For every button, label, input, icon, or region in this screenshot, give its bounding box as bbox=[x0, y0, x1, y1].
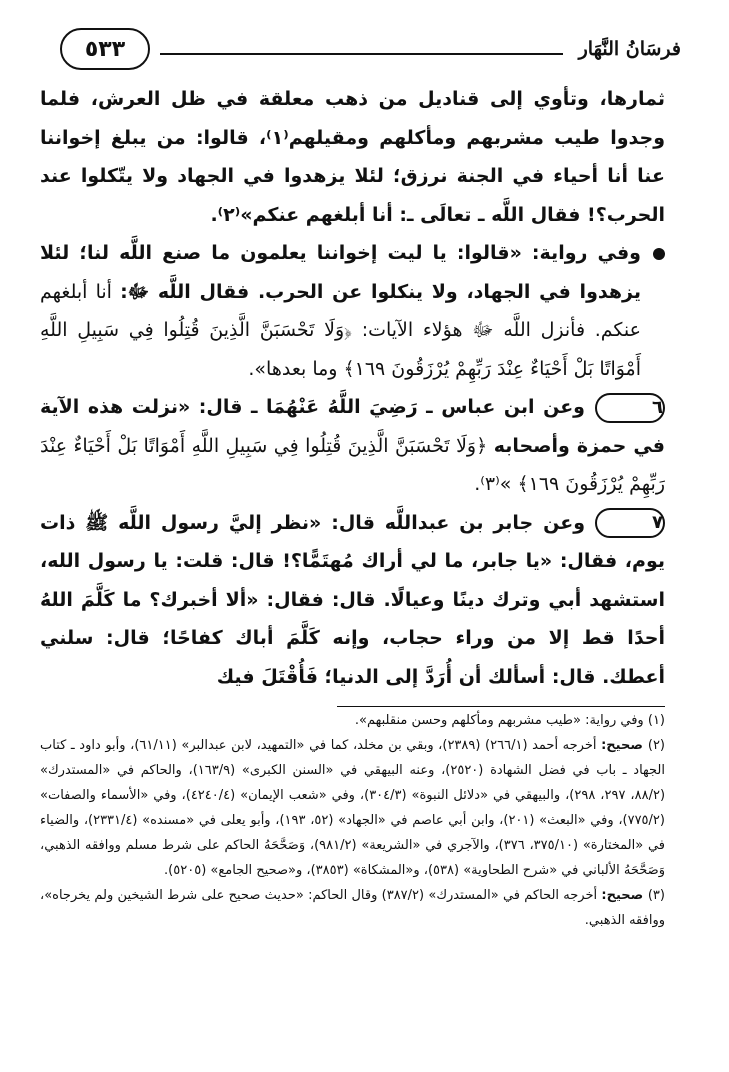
footnote-3-grade: صحيح: bbox=[601, 888, 648, 903]
hadith-6-text: وعن ابن عباس ـ رَضِيَ اللَّهُ عَنْهُمَا ـ قال: «نزلت هذه الآية في حمزة وأصحابه bbox=[40, 396, 666, 457]
footnote-3-text: أخرجه الحاكم في «المستدرك» (٣٨٧/٢) وقال الحاكم: «حديث صحيح على شرط الشيخين ولم يخرجاه»، ووافقه الذهبي. bbox=[40, 888, 665, 928]
page-number: ٥٣٣ bbox=[60, 28, 150, 70]
hadith-6-end: »⁽٣⁾. bbox=[474, 473, 518, 495]
footnote-2-grade: صحيح: bbox=[601, 738, 648, 753]
page-header bbox=[60, 28, 681, 72]
footnotes bbox=[40, 708, 665, 933]
riwaya-bold-text: وفي رواية: «قالوا: يا ليت إخواننا يعلمون ما صنع اللَّه لنا؛ لئلا يزهدوا في الجهاد، ولا ينكلوا عن الحرب. فقال اللَّه ﷻ: bbox=[40, 242, 641, 303]
hadith-number-7: ٧ bbox=[595, 508, 665, 538]
main-text bbox=[40, 80, 665, 696]
footnote-2-text: أخرجه أحمد (٢٦٦/١) (٢٣٨٩)، وبقي بن مخلد، كما في «التمهيد، لابن عبدالبر» (٦١/١١)، وأبو داود ـ كتاب الجهاد ـ باب في فضل الشهادة (٢٥٢٠)، وعنه البيهقي في «السنن الكبرى» (١٦٣/٩)، والحاكم في «المستدرك» (٨٨/٢، ٢٩٧، ٢٩٨)، والبيهقي في «دلائل النبوة» (٣٠٤/٣)، وفي «شعب الإيمان» (٤٢٤٠/٤)، وفي «الأسماء والصفات» (٧٧٥/٢)، وفي «البعث» (٢٠١)، وابن أبي عاصم في «الجهاد» (٥٢، ١٩٣)، وأبو يعلى في «مسنده» (٢٣٣١/٤)، والضياء في «المختارة» (٣٧٥/١٠، ٣٧٦)، والآجري في «الشريعة» (٩٨١/٢)، وَصَحَّحَهُ الحاكم على شرط مسلم ووافقه الذهبي، وَصَحَّحَهُ الألباني في «شرح الطحاوية» (٥٣٨)، و«المشكاة» (٣٨٥٣)، و«صحيح الجامع» (٥٢٠٥). bbox=[40, 738, 666, 878]
hadith-6-verse: ﴿وَلَا تَحْسَبَنَّ الَّذِينَ قُتِلُوا فِي سَبِيلِ اللَّهِ أَمْوَاتًا بَلْ أَحْيَاءٌ عِنْدَ رَبِّهِمْ يُرْزَقُونَ ١٦٩﴾ bbox=[40, 434, 665, 495]
hadith-7 bbox=[40, 504, 665, 697]
footnote-1 bbox=[40, 708, 665, 733]
hadith-7-text: وعن جابر بن عبداللَّه قال: «نظر إليَّ رسول اللَّه ﷺ ذات يوم، فقال: «يا جابر، ما لي أراك مُهتَمًّا؟! قال: قلت: يا رسول الله، استشهد أبي وترك دينًا وعيالًا. قال: فقال: «ألا أخبرك؟ ما كَلَّمَ اللهُ أحدًا قط إلا من وراء حجاب، وإنه كَلَّمَ أباك كفاحًا؛ قال: سلني أعطك. قال: أسألك أن أُرَدَّ إلى الدنيا؛ فَأُقْتَلَ فيك bbox=[40, 511, 665, 688]
footnote-rule bbox=[337, 706, 665, 707]
running-title: فرسَانُ النَّهَار bbox=[578, 38, 681, 60]
bullet-icon bbox=[653, 248, 665, 260]
paragraph-1: ثمارها، وتأوي إلى قناديل من ذهب معلقة في ظل العرش، فلما وجدوا طيب مشربهم ومأكلهم ومقيلهم⁽١⁾، قالوا: من يبلغ إخواننا عنا أنا أحياء في الجنة نرزق؛ لئلا يزهدوا في الجهاد ولا يتّكلوا عند الحرب؟! فقال اللَّه ـ تعالَى ـ: أنا أبلغهم عنكم»⁽٢⁾. bbox=[40, 88, 666, 226]
riwaya-text: أنا أبلغهم عنكم. فأنزل اللَّه ﷻ هؤلاء الآيات: ﴿وَلَا تَحْسَبَنَّ الَّذِينَ قُتِلُوا فِي سَبِيلِ اللَّهِ أَمْوَاتًا بَلْ أَحْيَاءٌ عِنْدَ رَبِّهِمْ يُرْزَقُونَ ١٦٩﴾ وما بعدها». bbox=[40, 280, 641, 380]
hadith-6 bbox=[40, 388, 665, 504]
hadith-number-6: ٦ bbox=[595, 393, 665, 423]
footnote-3-label: (٣) bbox=[647, 888, 665, 903]
footnote-3 bbox=[40, 883, 665, 933]
header-rule bbox=[160, 53, 563, 55]
footnote-2-label: (٢) bbox=[647, 738, 665, 753]
footnote-1-text: وفي رواية: «طيب مشربهم ومأكلهم وحسن منقلبهم». bbox=[354, 713, 648, 728]
paragraph-riwaya bbox=[40, 234, 665, 388]
footnote-2 bbox=[40, 733, 665, 883]
footnote-1-label: (١) bbox=[647, 713, 665, 728]
